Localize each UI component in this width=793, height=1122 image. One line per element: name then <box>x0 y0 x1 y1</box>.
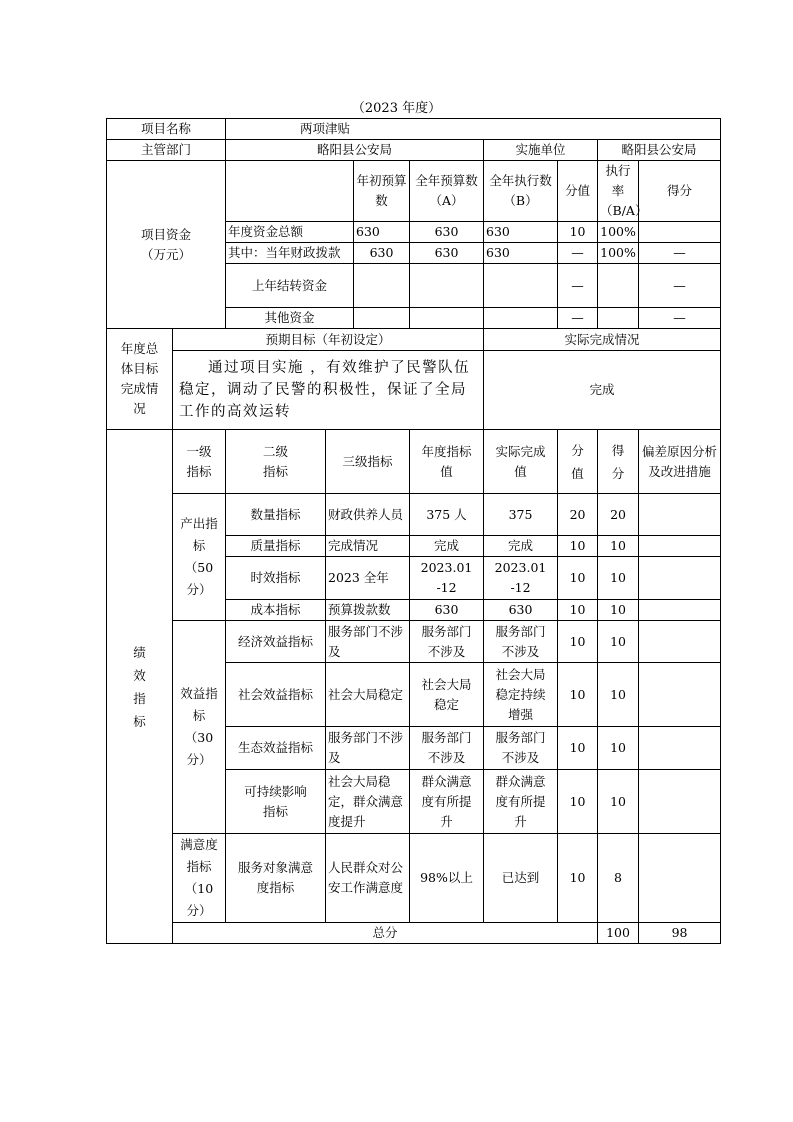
perf-row: 生态效益指标 服务部门不涉及 服务部门不涉及 服务部门不涉及 10 10 <box>107 727 721 770</box>
perf-header-level1: 一级指标 <box>173 430 226 494</box>
perf-row: 质量指标 完成情况 完成 完成 10 10 <box>107 536 721 557</box>
implementing-unit-label: 实施单位 <box>484 140 598 161</box>
perf-row: 社会效益指标 社会大局稳定 社会大局稳定 社会大局稳定持续增强 10 10 <box>107 663 721 727</box>
project-name-row <box>107 119 721 140</box>
funds-header-annual: 全年预算数（A） <box>410 161 484 222</box>
funds-header-executed: 全年执行数（B） <box>484 161 558 222</box>
department-label: 主管部门 <box>107 140 226 161</box>
perf-header-weight: 分值 <box>558 430 598 494</box>
perf-header-target: 年度指标值 <box>410 430 484 494</box>
perf-header-level3: 三级指标 <box>326 430 410 494</box>
funds-header-row <box>107 161 721 222</box>
goals-content-row <box>107 351 721 430</box>
performance-evaluation-table <box>106 118 721 944</box>
perf-header-actual: 实际完成值 <box>484 430 558 494</box>
total-row <box>107 923 721 944</box>
perf-section-label: 绩效指标 <box>107 430 173 944</box>
funds-header-score: 得分 <box>639 161 721 222</box>
perf-row: 时效指标 2023 全年 2023.01-12 2023.01-12 10 10 <box>107 557 721 600</box>
project-name-value: 两项津贴 <box>226 119 721 140</box>
report-year-title: （2023 年度） <box>351 101 442 116</box>
perf-header-reason: 偏差原因分析及改进措施 <box>639 430 721 494</box>
funds-blank-header <box>226 161 354 222</box>
perf-header-score: 得分 <box>598 430 639 494</box>
perf-row: 可持续影响指标 社会大局稳定，群众满意度提升 群众满意度有所提升 群众满意度有所提升 10 10 <box>107 770 721 834</box>
department-row <box>107 140 721 161</box>
goals-expected-text: 通过项目实施 ，有效维护了民警队伍稳定，调动了民警的积极性，保证了全局工作的高效运转 <box>173 351 484 430</box>
perf-header-row <box>107 430 721 494</box>
goals-actual-header: 实际完成情况 <box>484 329 721 351</box>
total-label: 总分 <box>173 923 598 944</box>
funds-row: 年度资金总额 630 630 630 10 100% <box>107 222 721 243</box>
funds-row: 其他资金 — — <box>107 308 721 329</box>
perf-row: 产出指标（50分） 数量指标 财政供养人员 375 人 375 20 20 <box>107 494 721 536</box>
perf-row: 效益指标（30分） 经济效益指标 服务部门不涉及 服务部门不涉及 服务部门不涉及 10 10 <box>107 621 721 663</box>
funds-row: 其中：当年财政拨款 630 630 630 — 100% — <box>107 243 721 264</box>
goals-expected-header: 预期目标（年初设定） <box>173 329 484 351</box>
funds-header-rate: 执行率（B/A） <box>598 161 639 222</box>
perf-group-benefit: 效益指标（30分） <box>173 621 226 834</box>
project-name-label: 项目名称 <box>107 119 226 140</box>
implementing-unit-value: 略阳县公安局 <box>598 140 721 161</box>
perf-row: 满意度指标（10分） 服务对象满意度指标 人民群众对公安工作满意度 98%以上 已达到 10 8 <box>107 834 721 923</box>
total-score: 98 <box>639 923 721 944</box>
perf-group-output: 产出指标（50分） <box>173 494 226 621</box>
funds-header-weight: 分值 <box>558 161 598 222</box>
perf-group-satisfaction: 满意度指标（10分） <box>173 834 226 923</box>
funds-header-initial: 年初预算数 <box>354 161 410 222</box>
department-value: 略阳县公安局 <box>226 140 484 161</box>
goals-label: 年度总体目标完成情况 <box>107 329 173 430</box>
funds-row: 上年结转资金 — — <box>107 264 721 308</box>
goals-actual-text: 完成 <box>484 351 721 430</box>
goals-header-row <box>107 329 721 351</box>
funds-label: 项目资金 （万元） <box>107 161 226 329</box>
perf-row: 成本指标 预算拨款数 630 630 10 10 <box>107 600 721 621</box>
perf-header-level2: 二级指标 <box>226 430 326 494</box>
total-weight: 100 <box>598 923 639 944</box>
